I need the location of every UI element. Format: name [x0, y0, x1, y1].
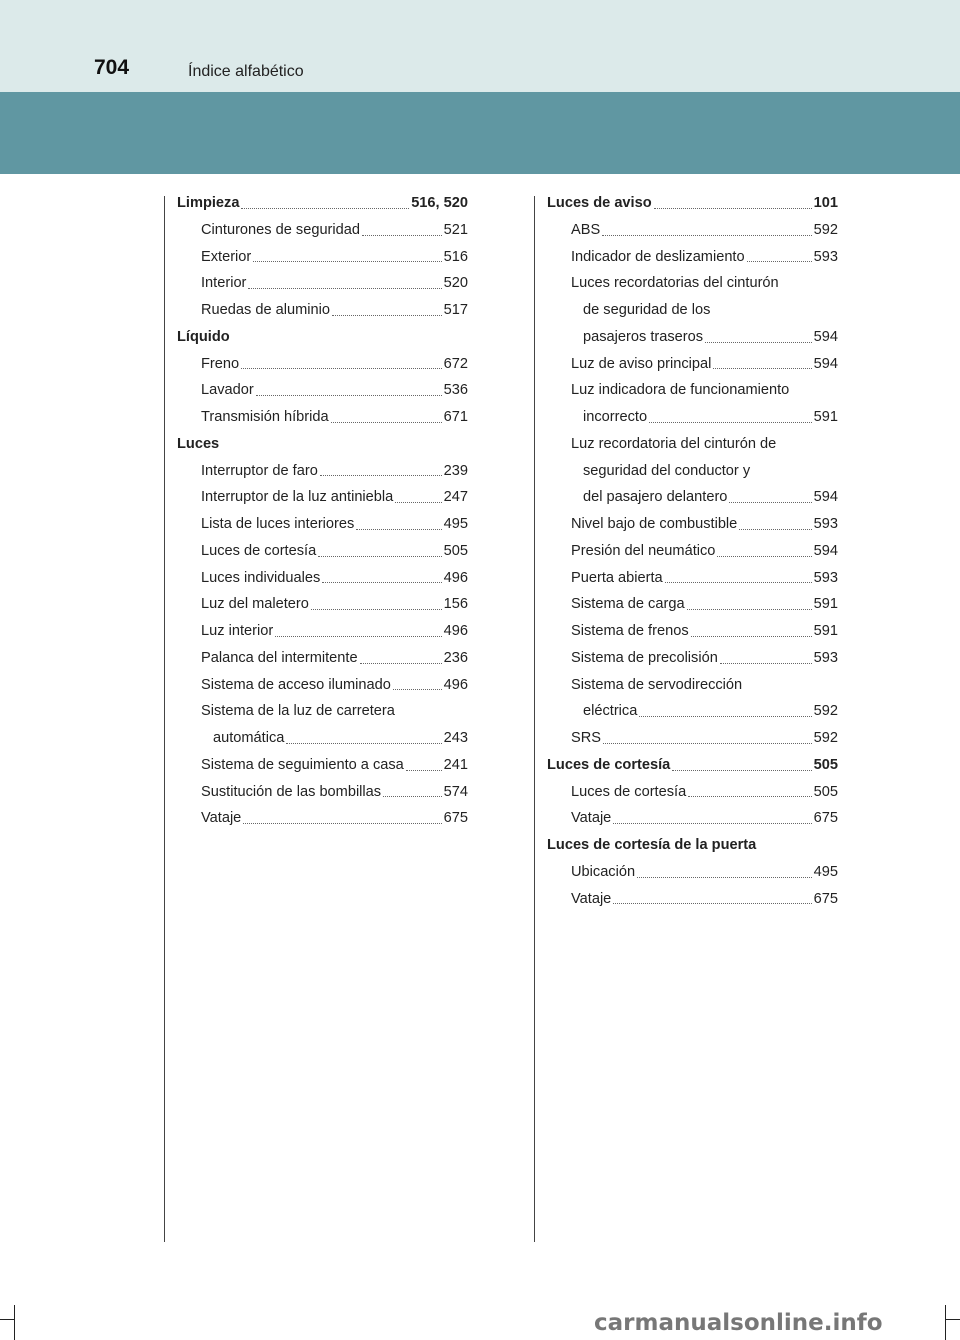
- index-entry: [547, 591, 838, 618]
- entry-term: Ubicación: [571, 863, 636, 880]
- entry-term: Puerta abierta: [571, 569, 663, 586]
- dot-leader: [637, 876, 812, 878]
- dot-leader: [243, 822, 441, 824]
- index-entry: [547, 217, 838, 244]
- entry-term: Presión del neumático: [571, 542, 716, 559]
- dot-leader: [720, 662, 812, 664]
- entry-page[interactable]: 496: [443, 569, 468, 586]
- index-entry: [177, 511, 468, 538]
- dot-leader: [241, 207, 409, 209]
- entry-page[interactable]: 591: [813, 409, 838, 425]
- entry-page[interactable]: 675: [813, 810, 838, 827]
- entry-term: de seguridad de los: [583, 302, 711, 318]
- entry-term: Luces de cortesía: [571, 783, 687, 800]
- dot-leader: [613, 822, 811, 824]
- dot-leader: [356, 528, 441, 530]
- entry-term: Líquido: [177, 328, 230, 345]
- entry-term: Luz indicadora de funcionamiento: [571, 382, 790, 399]
- crop-mark: [0, 1319, 14, 1320]
- index-column-right: [547, 190, 838, 912]
- entry-term: ABS: [571, 221, 601, 238]
- dot-leader: [275, 635, 441, 637]
- index-entry: [177, 458, 468, 485]
- entry-term: Lavador: [201, 382, 254, 399]
- dot-leader: [665, 581, 812, 583]
- dot-leader: [639, 715, 811, 717]
- entry-term: Luz de aviso principal: [571, 355, 712, 372]
- entry-term: Interruptor de faro: [201, 462, 318, 479]
- index-entry: [547, 832, 838, 859]
- index-entry: [177, 591, 468, 618]
- index-entry: [547, 377, 838, 404]
- dot-leader: [747, 260, 812, 262]
- entry-term: Sistema de servodirección: [571, 676, 743, 693]
- entry-term: eléctrica: [583, 703, 638, 720]
- index-entry: [177, 805, 468, 832]
- entry-term: Sistema de precolisión: [571, 649, 718, 666]
- entry-term: Luces: [177, 435, 220, 452]
- dot-leader: [603, 742, 812, 744]
- dot-leader: [362, 234, 442, 236]
- index-entry: [177, 324, 468, 351]
- entry-page[interactable]: 517: [443, 302, 468, 318]
- index-entry: [177, 297, 468, 324]
- index-entry: [547, 244, 838, 271]
- dot-leader: [248, 287, 441, 289]
- index-entry: [547, 190, 838, 217]
- index-entry: [177, 217, 468, 244]
- dot-leader: [320, 474, 442, 476]
- index-column-left: [177, 190, 468, 832]
- entry-page[interactable]: 516: [443, 248, 468, 265]
- entry-page[interactable]: 574: [443, 783, 468, 800]
- entry-term: Sistema de frenos: [571, 623, 689, 639]
- entry-term: Luz interior: [201, 623, 274, 639]
- dot-leader: [406, 769, 442, 771]
- index-entry: [547, 779, 838, 806]
- dot-leader: [393, 688, 442, 690]
- entry-term: Vataje: [571, 890, 612, 907]
- dot-leader: [241, 367, 442, 369]
- entry-term: incorrecto: [583, 409, 648, 425]
- entry-term: Ruedas de aluminio: [201, 302, 330, 318]
- entry-term: Indicador de deslizamiento: [571, 248, 745, 265]
- entry-page[interactable]: 591: [813, 623, 838, 639]
- entry-page[interactable]: 594: [813, 355, 838, 372]
- entry-term: Sustitución de las bombillas: [201, 783, 382, 800]
- entry-term: Sistema de carga: [571, 596, 685, 613]
- entry-page[interactable]: 593: [813, 649, 838, 666]
- entry-page[interactable]: 592: [813, 703, 838, 720]
- index-entry: [547, 458, 838, 485]
- dot-leader: [256, 394, 442, 396]
- entry-term: Limpieza: [177, 195, 240, 211]
- entry-term: Freno: [201, 355, 240, 372]
- index-entry: [547, 859, 838, 886]
- index-entry: [177, 672, 468, 699]
- dot-leader: [691, 635, 812, 637]
- entry-term: Transmisión híbrida: [201, 409, 329, 425]
- entry-page[interactable]: 536: [443, 382, 468, 399]
- index-entry: [547, 404, 838, 431]
- dot-leader: [729, 501, 811, 503]
- index-entry: [547, 351, 838, 378]
- entry-page[interactable]: 520: [443, 275, 468, 292]
- index-entry: [177, 698, 468, 725]
- entry-term: Luces de cortesía: [547, 756, 671, 773]
- entry-term: pasajeros traseros: [583, 328, 704, 345]
- entry-page[interactable]: 505: [813, 783, 838, 800]
- dot-leader: [286, 742, 441, 744]
- entry-page[interactable]: 672: [443, 355, 468, 372]
- entry-term: Luces individuales: [201, 569, 321, 586]
- index-entry: [177, 779, 468, 806]
- entry-term: del pasajero delantero: [583, 489, 728, 506]
- crop-mark: [945, 1305, 946, 1340]
- watermark: carmanualsonline.info: [594, 1310, 883, 1336]
- entry-page[interactable]: 593: [813, 569, 838, 586]
- entry-page[interactable]: 594: [813, 489, 838, 506]
- index-entry: [177, 244, 468, 271]
- dot-leader: [322, 581, 441, 583]
- dot-leader: [649, 421, 812, 423]
- index-entry: [547, 431, 838, 458]
- dot-leader: [717, 555, 811, 557]
- entry-term: Exterior: [201, 248, 252, 265]
- entry-term: Interruptor de la luz antiniebla: [201, 489, 394, 506]
- crop-mark: [14, 1305, 15, 1340]
- index-entry: [177, 725, 468, 752]
- entry-term: Sistema de acceso iluminado: [201, 676, 391, 693]
- column-rule-right: [534, 196, 535, 1242]
- index-entry: [177, 377, 468, 404]
- dot-leader: [713, 367, 811, 369]
- index-entry: [177, 404, 468, 431]
- column-rule-left: [164, 196, 165, 1242]
- entry-page[interactable]: 591: [813, 596, 838, 613]
- entry-page[interactable]: 156: [443, 596, 468, 613]
- index-entry: [547, 511, 838, 538]
- entry-page[interactable]: 671: [443, 409, 468, 425]
- index-entry: [547, 297, 838, 324]
- entry-term: Vataje: [571, 810, 612, 827]
- index-entry: [547, 270, 838, 297]
- entry-page[interactable]: 516, 520: [411, 195, 468, 211]
- index-entry: [177, 190, 468, 217]
- index-entry: [547, 565, 838, 592]
- entry-page[interactable]: 593: [813, 516, 838, 532]
- entry-term: SRS: [571, 730, 602, 746]
- entry-page[interactable]: 241: [443, 756, 468, 773]
- index-entry: [177, 484, 468, 511]
- entry-term: Nivel bajo de combustible: [571, 516, 738, 532]
- dot-leader: [687, 608, 812, 610]
- entry-term: Interior: [201, 275, 247, 292]
- entry-term: Luces de aviso: [547, 195, 652, 211]
- index-entry: [547, 698, 838, 725]
- index-entry: [547, 538, 838, 565]
- index-entry: [547, 805, 838, 832]
- entry-term: Cinturones de seguridad: [201, 221, 361, 238]
- entry-page[interactable]: 239: [443, 462, 468, 479]
- entry-term: Luz recordatoria del cinturón de: [571, 435, 777, 452]
- entry-term: Lista de luces interiores: [201, 516, 355, 532]
- entry-term: Luces recordatorias del cinturón: [571, 275, 779, 292]
- entry-page[interactable]: 496: [443, 623, 468, 639]
- entry-page[interactable]: 593: [813, 248, 838, 265]
- entry-page[interactable]: 521: [443, 221, 468, 238]
- dot-leader: [318, 555, 441, 557]
- page-header: [0, 0, 960, 92]
- dot-leader: [332, 314, 442, 316]
- index-entry: [177, 565, 468, 592]
- dot-leader: [672, 769, 811, 771]
- entry-term: Luz del maletero: [201, 596, 309, 613]
- entry-page[interactable]: 592: [813, 221, 838, 238]
- index-entry: [547, 484, 838, 511]
- entry-page[interactable]: 592: [813, 730, 838, 746]
- index-entry: [177, 270, 468, 297]
- index-entry: [177, 645, 468, 672]
- dot-leader: [654, 207, 812, 209]
- index-entry: [177, 538, 468, 565]
- index-entry: [177, 618, 468, 645]
- index-entry: [547, 645, 838, 672]
- entry-term: Vataje: [201, 810, 242, 827]
- entry-term: Sistema de seguimiento a casa: [201, 756, 404, 773]
- dot-leader: [331, 421, 442, 423]
- entry-term: seguridad del conductor y: [583, 462, 751, 479]
- index-entry: [177, 351, 468, 378]
- entry-term: automática: [213, 730, 285, 746]
- entry-page[interactable]: 495: [813, 863, 838, 880]
- index-entry: [547, 886, 838, 913]
- dot-leader: [395, 501, 441, 503]
- index-entry: [547, 618, 838, 645]
- entry-page[interactable]: 496: [443, 676, 468, 693]
- dot-leader: [705, 341, 812, 343]
- dot-leader: [602, 234, 811, 236]
- entry-page[interactable]: 495: [443, 516, 468, 532]
- entry-page[interactable]: 675: [443, 810, 468, 827]
- dot-leader: [688, 795, 811, 797]
- dot-leader: [360, 662, 442, 664]
- index-entry: [547, 725, 838, 752]
- crop-mark: [946, 1319, 960, 1320]
- dot-leader: [383, 795, 442, 797]
- index-entry: [177, 752, 468, 779]
- dot-leader: [739, 528, 811, 530]
- entry-term: Palanca del intermitente: [201, 649, 358, 666]
- entry-page[interactable]: 505: [813, 756, 838, 773]
- index-entry: [547, 672, 838, 699]
- dot-leader: [311, 608, 442, 610]
- page-title: Índice alfabético: [188, 63, 304, 80]
- entry-page[interactable]: 594: [813, 542, 838, 559]
- entry-page[interactable]: 505: [443, 542, 468, 559]
- entry-term: Luces de cortesía: [201, 542, 317, 559]
- entry-page[interactable]: 101: [813, 195, 838, 211]
- entry-page[interactable]: 247: [443, 489, 468, 506]
- index-entry: [547, 324, 838, 351]
- entry-page[interactable]: 243: [443, 730, 468, 746]
- entry-term: Luces de cortesía de la puerta: [547, 837, 757, 853]
- index-entry: [177, 431, 468, 458]
- dot-leader: [253, 260, 441, 262]
- entry-term: Sistema de la luz de carretera: [201, 703, 395, 720]
- dot-leader: [613, 902, 811, 904]
- entry-page[interactable]: 236: [443, 649, 468, 666]
- entry-page[interactable]: 594: [813, 328, 838, 345]
- page-number: 704: [94, 56, 130, 79]
- index-entry: [547, 752, 838, 779]
- entry-page[interactable]: 675: [813, 890, 838, 907]
- header-band: [0, 92, 960, 174]
